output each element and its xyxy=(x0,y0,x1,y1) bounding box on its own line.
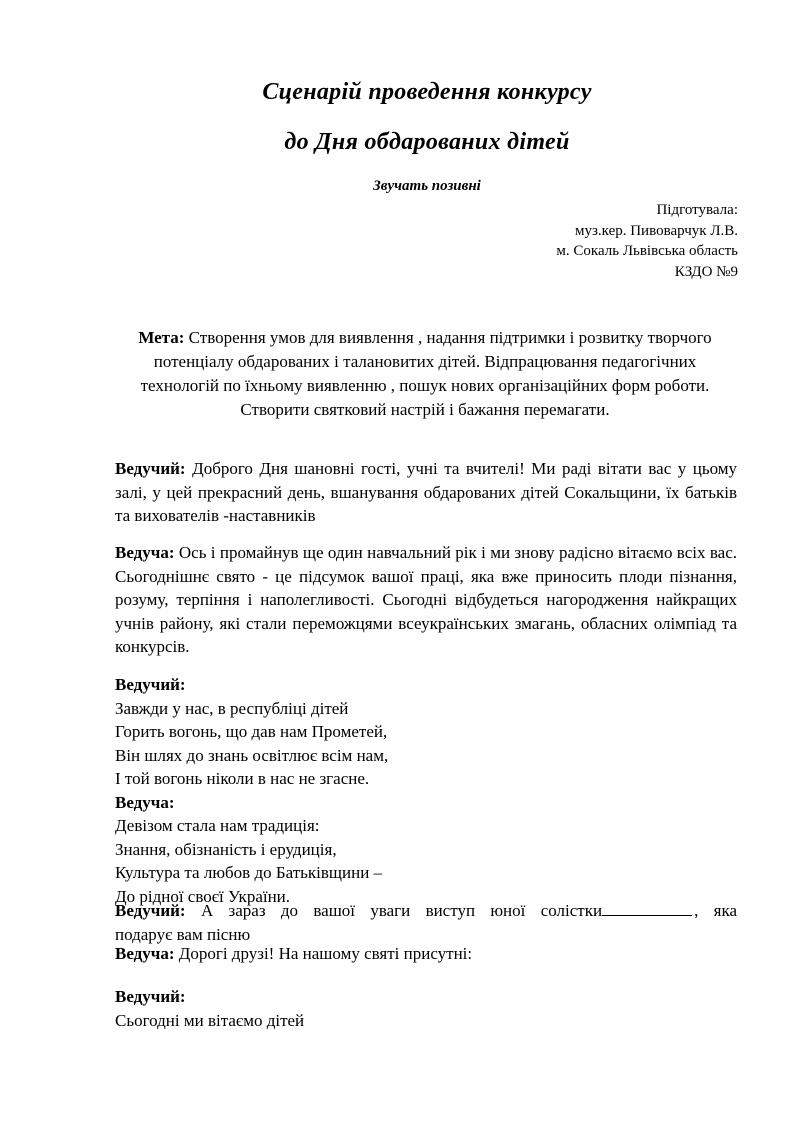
speaker-label: Ведуча: xyxy=(115,792,175,812)
speaker-label: Ведучий: xyxy=(115,901,186,920)
paragraph-summary xyxy=(115,541,737,659)
solo-line-2: подарує вам пісню xyxy=(115,924,251,944)
poem-line: Знання, обізнаність і ерудиція, xyxy=(115,839,337,859)
author-block xyxy=(556,200,738,282)
paragraph-text: Ось і промайнув ще один навчальний рік і ми знову радісно вітаємо всіх вас. Сьогоднішнє свято - це підсумок вашої праці, яка вже приносить плоди пізнання, розуму, терпіння і наполегливості. Сьогодні відбудеться нагородження найкращих учнів району, які стали переможцями всеукраїнських змагань, обласних олімпіад та конкурсів. xyxy=(115,543,737,656)
speaker-label: Ведуча: xyxy=(115,543,175,562)
speaker-label: Ведучий: xyxy=(115,675,186,694)
poem-line: До рідної своєї України. xyxy=(115,886,291,906)
poem-line: Він шлях до знань освітлює всім нам, xyxy=(115,745,389,765)
poem-line: Горить вогонь, що дав нам Прометей, xyxy=(115,722,388,741)
author-name: муз.кер. Пивоварчук Л.В. xyxy=(574,222,738,239)
poem-line: Культура та любов до Батьківщини – xyxy=(115,863,383,882)
guests-announcement xyxy=(115,942,737,966)
paragraph-text: Доброго Дня шановні гості, учні та вчителі! Ми раді вітати вас у цьому залі, у цей прекрасний день, вшанування обдарованих дітей Сокальщини, їх батьків та вихователів -наставників xyxy=(115,459,738,525)
author-place: м. Сокаль Львівська область xyxy=(556,243,738,259)
speaker-label: Ведучий: xyxy=(115,459,186,478)
name-blank-line xyxy=(602,899,692,916)
final-text: Сьогодні ми вітаємо дітей xyxy=(115,1010,305,1030)
author-org: КЗДО №9 xyxy=(674,263,738,280)
solo-text: А зараз до вашої уваги виступ юної солістки xyxy=(200,901,603,920)
goal-section xyxy=(115,326,735,422)
poem-line: Завжди у нас, в республіці дітей xyxy=(115,698,349,718)
goal-label: Мета: xyxy=(138,328,185,347)
goal-text: Створення умов для виявлення , надання підтримки і розвитку творчого потенціалу обдарованих і талановитих дітей. Відпрацювання педагогічних технологій по їхньому виявленню , пошук нових організаційних форм роботи. Створити святковий настрій і бажання перемагати. xyxy=(140,328,712,419)
guests-text: Дорогі друзі! На нашому святі присутні: xyxy=(178,944,473,963)
callsigns-note: Звучать позивні xyxy=(373,178,481,194)
speaker-label: Ведучий: xyxy=(115,987,186,1006)
author-prepared-label: Підготувала: xyxy=(656,202,738,218)
paragraph-greeting xyxy=(115,457,737,528)
solo-announcement xyxy=(115,899,737,946)
poem-block xyxy=(115,673,737,908)
solo-text-after: , яка xyxy=(694,901,737,920)
document-subtitle: до Дня обдарованих дітей xyxy=(284,129,570,155)
poem-line: Девізом стала нам традиція: xyxy=(115,816,320,835)
final-block xyxy=(115,985,737,1032)
document-title: Сценарій проведення конкурсу xyxy=(262,79,592,105)
solo-line-1 xyxy=(115,899,737,923)
speaker-label: Ведуча: xyxy=(115,944,175,963)
poem-line: І той вогонь ніколи в нас не згасне. xyxy=(115,769,370,788)
